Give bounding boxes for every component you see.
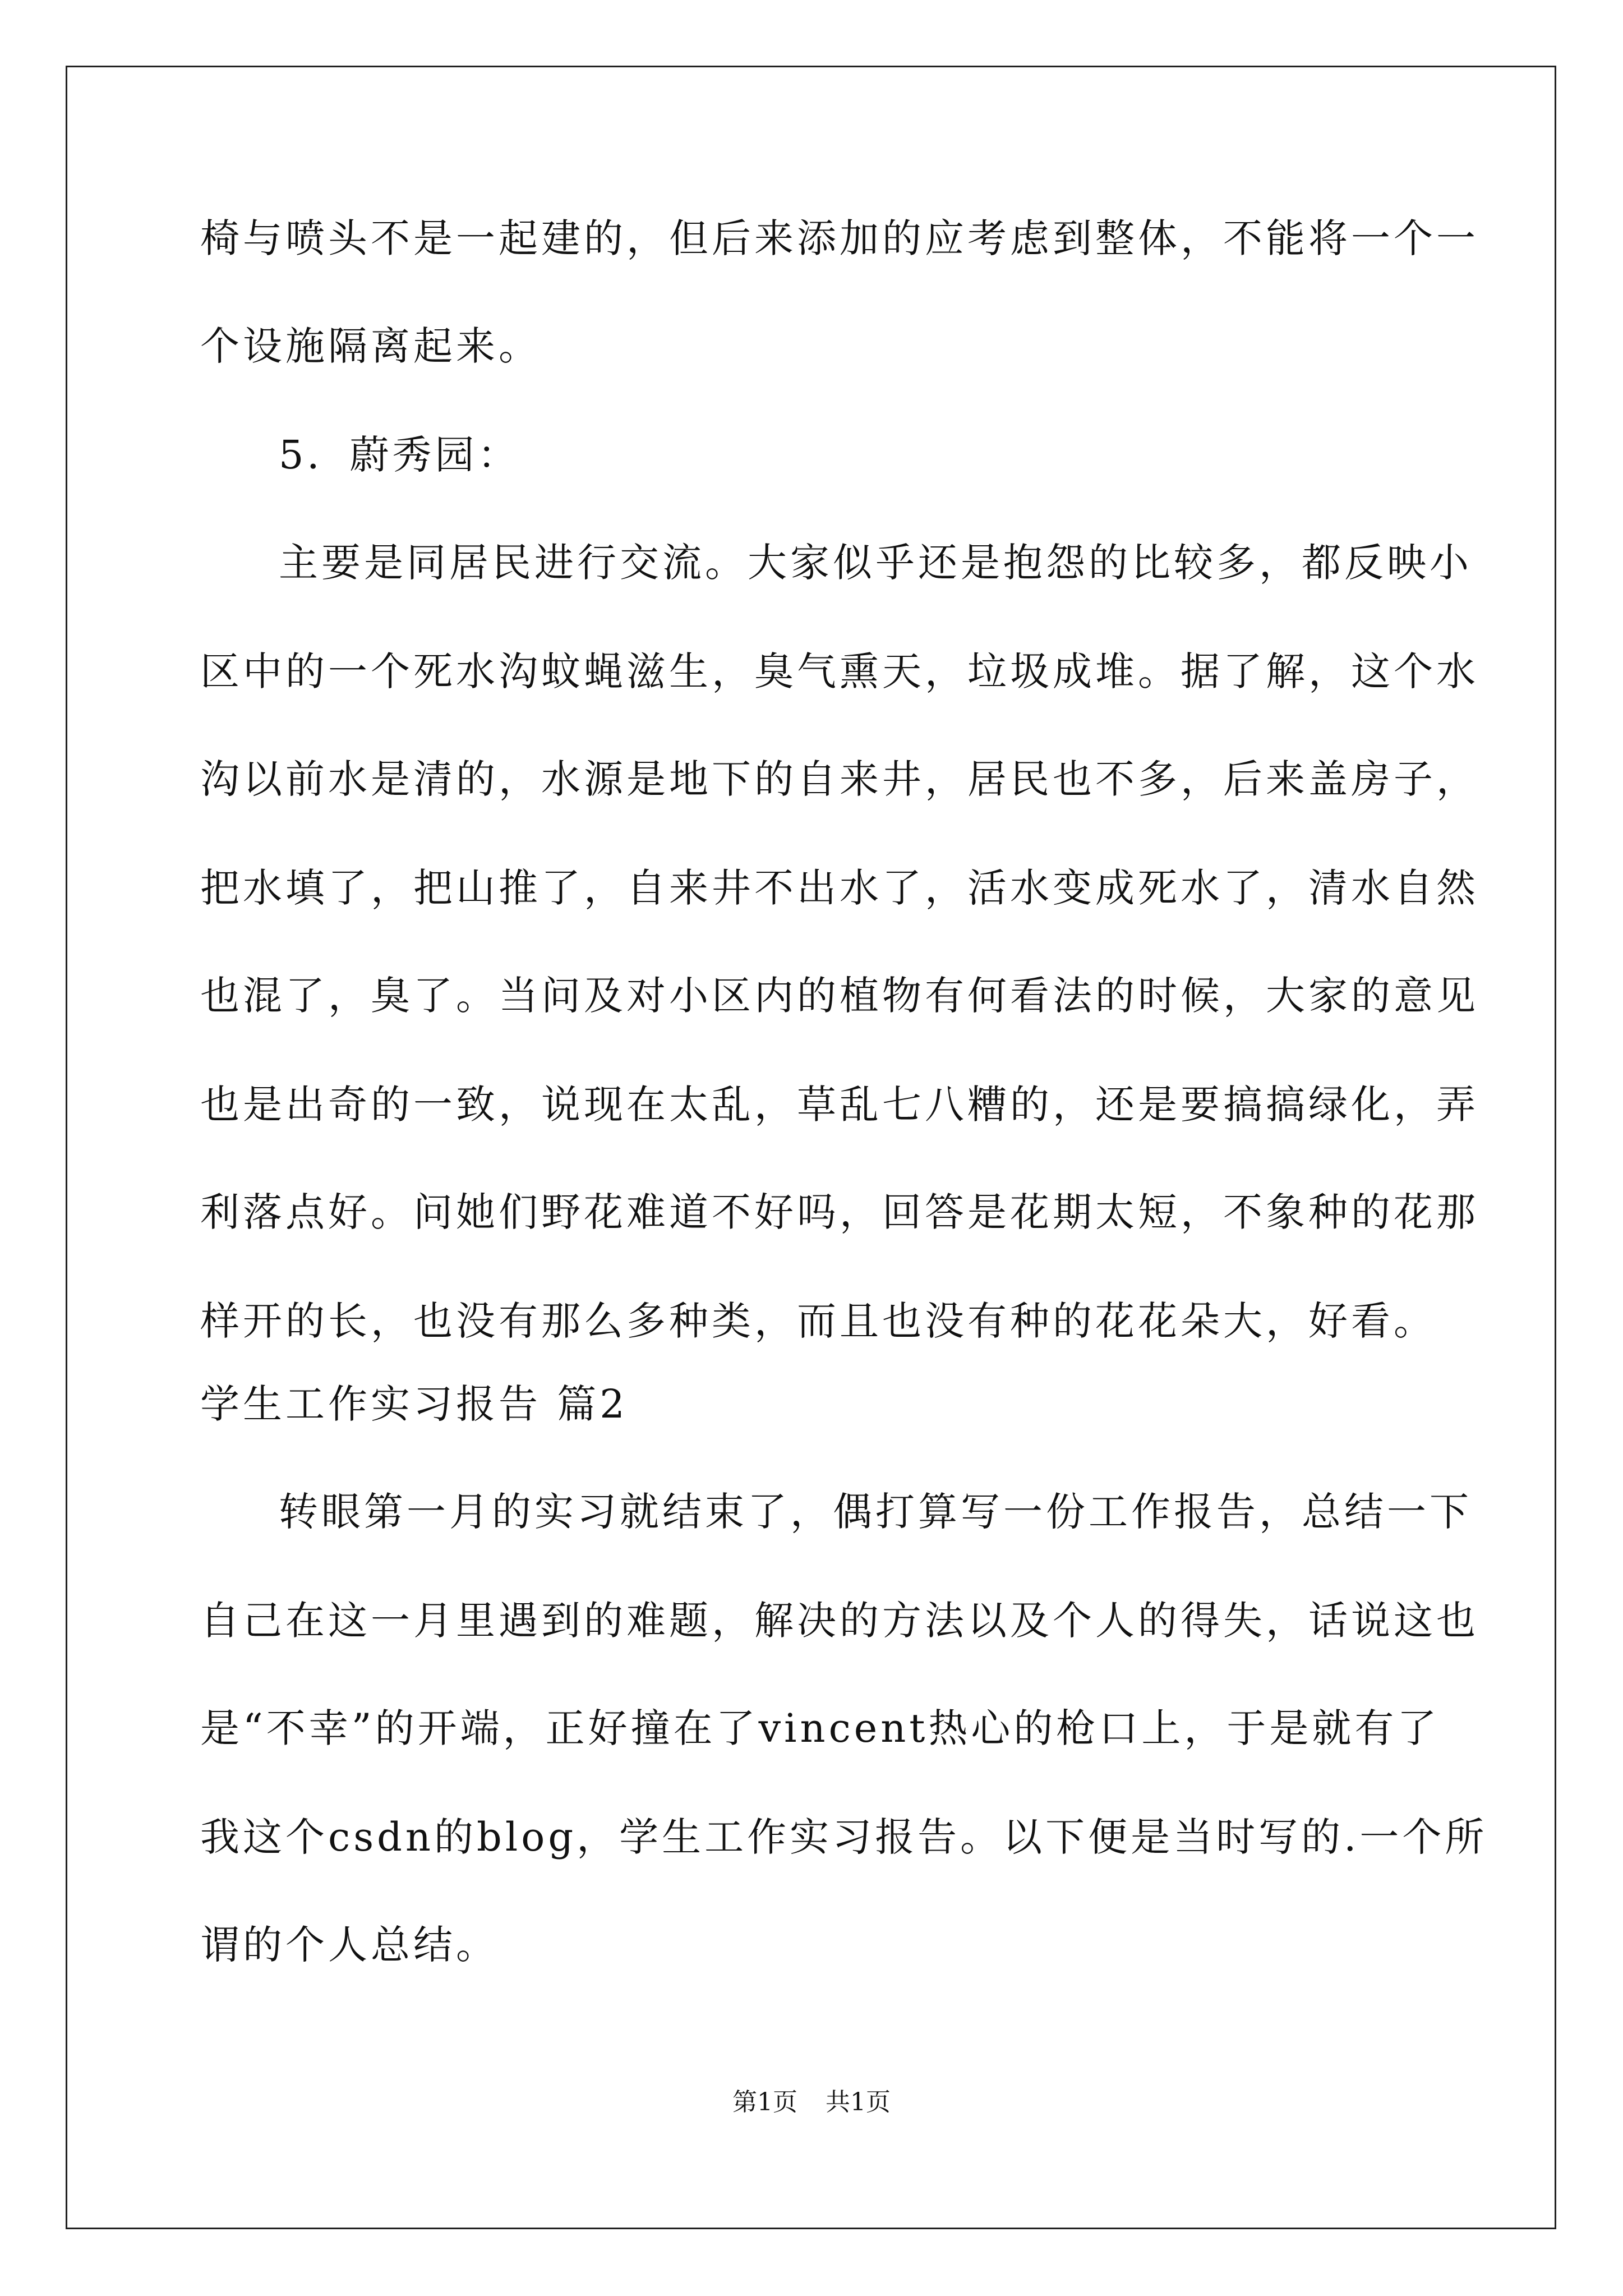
text-line: 主要是同居民进行交流。大家似乎还是抱怨的比较多，都反映小 <box>279 540 1472 586</box>
text-line: 把水填了，把山推了，自来井不出水了，活水变成死水了，清水自然 <box>200 865 1479 911</box>
text-line: 转眼第一月的实习就结束了，偶打算写一份工作报告，总结一下 <box>279 1489 1472 1535</box>
text-line: 椅与喷头不是一起建的，但后来添加的应考虑到整体，不能将一个一 <box>200 215 1479 261</box>
text-line: 也混了，臭了。当问及对小区内的植物有何看法的时候，大家的意见 <box>200 973 1479 1019</box>
page-border <box>66 66 1556 2229</box>
page-total: 共1页 <box>826 2088 891 2116</box>
article-title: 学生工作实习报告 篇2 <box>200 1381 628 1427</box>
text-line: 利落点好。问她们野花难道不好吗，回答是花期太短，不象种的花那 <box>200 1189 1479 1235</box>
text-line: 样开的长，也没有那么多种类，而且也没有种的花花朵大，好看。 <box>200 1298 1436 1344</box>
text-line: 是“不幸”的开端，正好撞在了vincent热心的枪口上，于是就有了 <box>200 1705 1440 1751</box>
section-heading: 5．蔚秀园： <box>279 432 520 478</box>
text-line: 谓的个人总结。 <box>200 1922 499 1968</box>
text-line: 区中的一个死水沟蚊蝇滋生，臭气熏天，垃圾成堆。据了解，这个水 <box>200 648 1479 694</box>
text-line: 自己在这一月里遇到的难题，解决的方法以及个人的得失，话说这也 <box>200 1598 1479 1644</box>
page-number: 第1页 <box>732 2088 797 2116</box>
page-footer <box>0 2086 1623 2119</box>
text-line: 个设施隔离起来。 <box>200 323 541 369</box>
text-line: 我这个csdn的blog，学生工作实习报告。以下便是当时写的.一个所 <box>200 1814 1488 1860</box>
text-line: 也是出奇的一致，说现在太乱，草乱七八糟的，还是要搞搞绿化，弄 <box>200 1082 1479 1128</box>
text-line: 沟以前水是清的，水源是地下的自来井，居民也不多，后来盖房子， <box>200 756 1479 802</box>
